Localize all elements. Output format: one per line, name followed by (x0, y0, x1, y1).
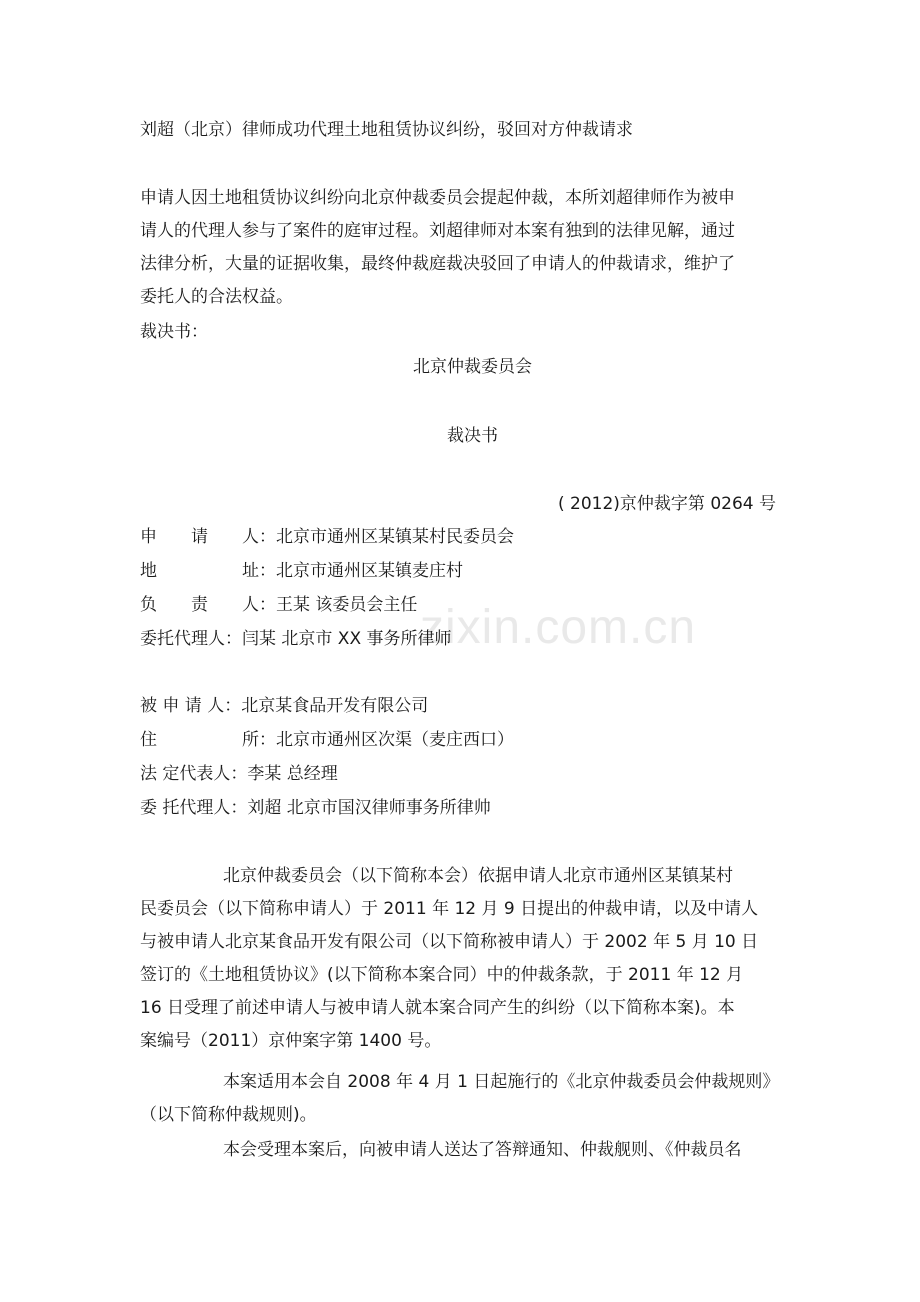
intro-line: 请人的代理人参与了案件的庭审过程。刘超律师对本案有独到的法律见解，通过 (140, 221, 735, 241)
org-name: 北京仲裁委员会 (413, 357, 532, 377)
applicant-agent: 委托代理人：闫某 北京市 XX 事务所律师 (140, 629, 452, 649)
body-line: 案编号（2011）京仲案字第 1400 号。 (140, 1031, 442, 1051)
intro-line: 法律分析，大量的证据收集，最终仲裁庭裁决驳回了申请人的仲裁请求，维护了 (140, 254, 735, 274)
body-line: （以下简称仲裁规则)。 (140, 1105, 317, 1125)
intro-line: 申请人因土地租赁协议纠纷向北京仲裁委员会提起仲裁，本所刘超律师作为被申 (140, 188, 735, 208)
intro-paragraph (140, 182, 785, 314)
body-line: 本会受理本案后，向被申请人送达了答辩通知、仲裁舰则、《仲裁员名 (223, 1140, 742, 1160)
body-paragraph-1 (140, 860, 785, 1058)
respondent-name: 被 申 请 人：北京某食品开发有限公司 (140, 696, 429, 716)
respondent-address: 住 所：北京市通州区次渠（麦庄西口） (140, 730, 514, 750)
article-title: 刘超（北京）律师成功代理土地租赁协议纠纷，驳回对方仲裁请求 (140, 120, 633, 140)
body-paragraph-3 (140, 1134, 785, 1167)
case-number: ( 2012)京仲裁字第 0264 号 (557, 494, 776, 514)
respondent-agent: 委 托代理人：刘超 北京市国汉律师事务所律帅 (140, 798, 491, 818)
body-line: 北京仲裁委员会（以下简称本会）依据申请人北京市通州区某镇某村 (223, 866, 733, 886)
body-line: 本案适用本会自 2008 年 4 月 1 日起施行的《北京仲裁委员会仲裁规则》 (223, 1072, 780, 1092)
intro-line: 委托人的合法权益。 (140, 287, 293, 307)
applicant-address: 地 址：北京市通州区某镇麦庄村 (140, 561, 463, 581)
watermark: zixin.com.cn (420, 601, 697, 654)
award-label: 裁决书： (140, 322, 208, 342)
applicant-leader: 负 责 人：王某 该委员会主任 (140, 595, 418, 615)
body-line: 与被申请人北京某食品开发有限公司（以下简称被申请人）于 2002 年 5 月 10 日 (140, 932, 759, 952)
respondent-representative: 法 定代表人：李某 总经理 (140, 764, 338, 784)
body-paragraph-2 (140, 1066, 785, 1132)
body-line: 16 日受理了前述申请人与被申请人就本案合同产生的纠纷（以下简称本案)。本 (140, 998, 735, 1018)
doc-title: 裁决书 (447, 426, 498, 446)
body-line: 签订的《土地租赁协议》(以下简称本案合同）中的仲裁条款，于 2011 年 12 月 (140, 965, 744, 985)
body-line: 民委员会（以下简称申请人）于 2011 年 12 月 9 日提出的仲裁申请，以及中请人 (140, 899, 759, 919)
applicant-name: 申 请 人：北京市通州区某镇某村民委员会 (140, 527, 514, 547)
